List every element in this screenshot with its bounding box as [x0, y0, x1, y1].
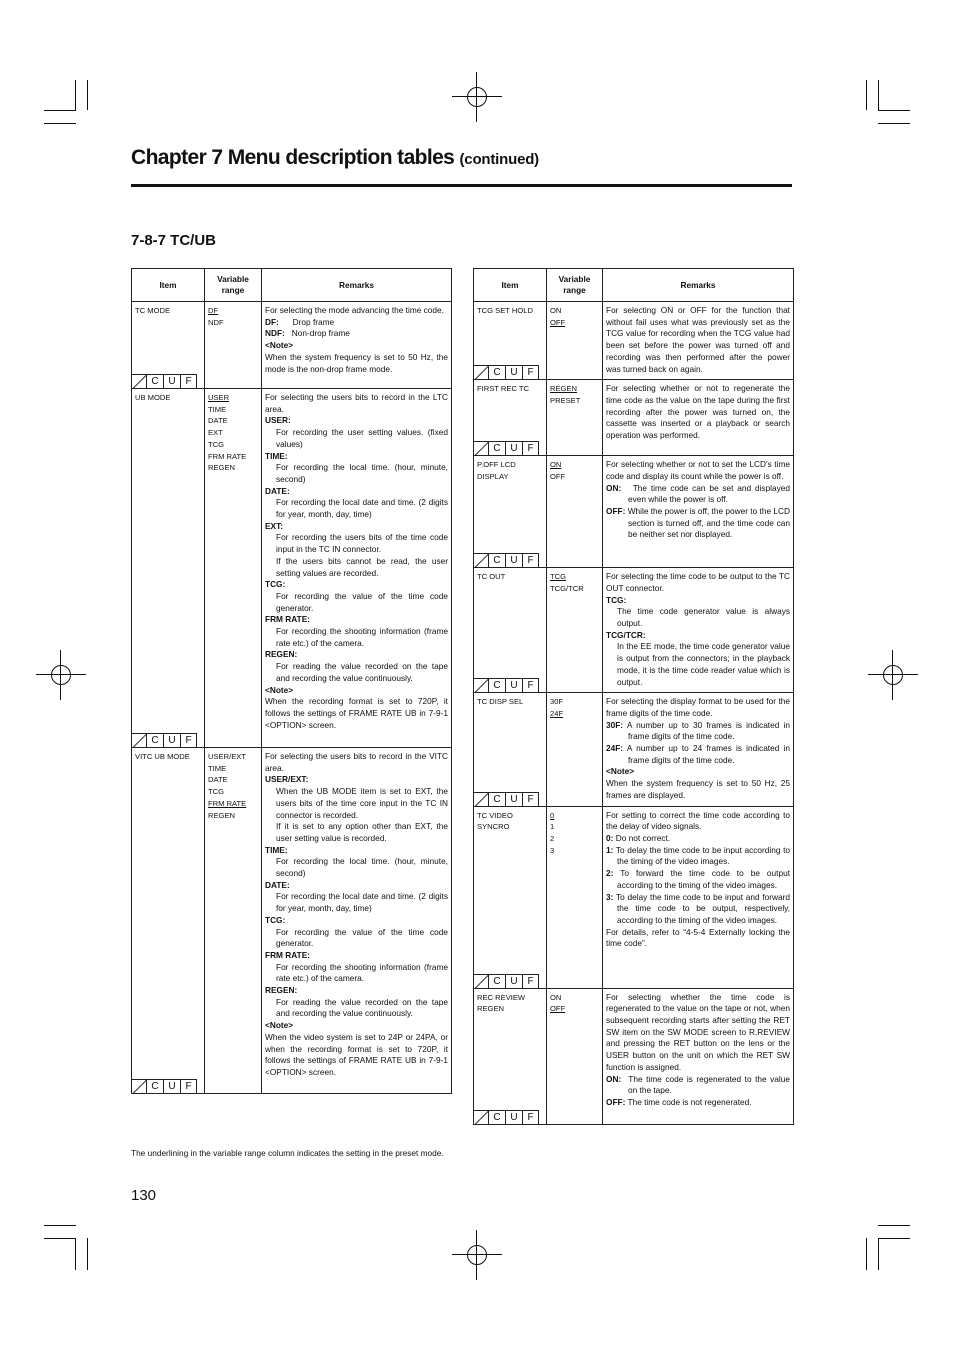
- registration-mark: [452, 72, 502, 122]
- variable-option: OFF: [550, 317, 566, 327]
- variable-option: ON: [550, 306, 562, 315]
- remarks-cell: For selecting whether or not to regenerate the time code as the value on the tape during the first recording after the power was turned on, the cassette was inserted or a playback or search operation was performed.: [603, 380, 794, 456]
- crop-mark: [866, 1238, 867, 1270]
- remarks-cell: For selecting whether or not to set the LCD's time code and display its count while the power is off. ON: The time code can be set and displayed even while the power is off. OFF: While the power is off, the power to the LCD section is turned off, and the time code can be neither set nor displayed.: [603, 456, 794, 568]
- remarks-cell: For selecting the time code to be output to the TC OUT connector. TCG: The time code generator value is always output. TCG/TCR: In the EE mode, the time code generator value is output from the connectors; in the playback mode, it is the time code reader value which is output.: [603, 568, 794, 693]
- crop-mark: [44, 123, 76, 124]
- variable-option: 3: [550, 845, 555, 855]
- variable-option: 1: [550, 822, 555, 832]
- variable-cell: [547, 693, 603, 806]
- table-row: [474, 568, 794, 693]
- cuf-indicator: C U F: [474, 678, 546, 692]
- cuf-indicator: C U F: [474, 365, 546, 379]
- variable-option: TIME: [208, 404, 227, 414]
- title-rule: [131, 184, 792, 187]
- crop-mark: [75, 1238, 76, 1270]
- variable-cell: [547, 988, 603, 1124]
- item-cell: [132, 389, 205, 748]
- variable-option: PRESET: [550, 395, 581, 405]
- crop-mark: [878, 1238, 879, 1270]
- crop-mark: [878, 1225, 910, 1226]
- variable-option: 0: [550, 810, 555, 820]
- variable-option: 24F: [550, 708, 564, 718]
- cuf-indicator: C U F: [474, 553, 546, 567]
- item-name: VITC UB MODE: [135, 752, 190, 761]
- item-header: Item: [474, 269, 547, 302]
- page-number: 130: [131, 1187, 157, 1204]
- variable-option: REGEN: [208, 810, 236, 820]
- remarks-cell: For selecting the users bits to record in the VITC area. USER/EXT: When the UB MODE item is set to EXT, the users bits of the time core input in the TC IN connector is recorded. If it is set to any option other than EXT, the user setting value is recorded. TIME: For recording the local time. (hour, minute, second) DATE: For recording the local date and time. (2 digits for year, month, day, time) TCG: For recording the value of the time code generator. FRM RATE: For recording the shooting information (frame rate etc.) of the camera. REGEN: For reading the value recorded on the tape and recording the value continuously. <Note> When the video system is set to 24P or 24PA, or when the recording format is set to 720P, it follows the settings of FRAME RATE UB in 7-9-1 <OPTION> screen.: [262, 748, 452, 1094]
- cuf-indicator: C U F: [474, 792, 546, 806]
- item-name: FIRST REC TC: [477, 384, 530, 394]
- item-name: TC OUT: [477, 572, 506, 582]
- crop-mark: [44, 1225, 76, 1226]
- item-name: TC DISP SEL: [477, 697, 524, 707]
- remarks-cell: For selecting the users bits to record in the LTC area. USER: For recording the user setting values. (fixed values) TIME: For recording the local time. (hour, minute, second) DATE: For recording the local date and time. (2 digits for year, month, day, time) EXT: For recording the users bits of the time code input in the TC IN connector. If the users bits cannot be read, the user setting values are recorded. TCG: For recording the value of the time code generator. FRM RATE: For recording the shooting information (frame rate etc.) of the camera. REGEN: For reading the value recorded on the tape and recording the value continuously. <Note> When the recording format is set to 720P, it follows the settings of FRAME RATE UB in 7-9-1 <OPTION> screen.: [262, 389, 452, 748]
- variable-cell: [547, 456, 603, 568]
- registration-mark: [36, 650, 86, 700]
- remarks-cell: For selecting the display format to be used for the frame digits of the time code. 30F: A number up to 30 frames is indicated in frame digits of the time code. 24F: A number up to 24 frames is indicated in frame digits of the time code. <Note> When the system frequency is set to 50 Hz, 25 frames are displayed.: [603, 693, 794, 806]
- variable-option: NDF: [208, 317, 224, 327]
- variable-option: OFF: [550, 1004, 566, 1014]
- variable-cell: [547, 568, 603, 693]
- chapter-title: Chapter 7 Menu description tables (continued): [131, 146, 539, 169]
- table-row: [474, 380, 794, 456]
- variable-cell: [205, 748, 262, 1094]
- item-cell: [474, 380, 547, 456]
- chapter-continued: (continued): [459, 151, 539, 168]
- registration-mark: [868, 650, 918, 700]
- item-name: UB MODE: [135, 393, 171, 402]
- remarks-cell: For setting to correct the time code according to the delay of video signals. 0: Do not correct. 1: To delay the time code to be input according to the timing of the video images. 2: To forward the time code to be output according to the timing of the video images. 3: To delay the time code to be input and forward the time code to be output, respectively, according to the timing of the video images. For details, refer to “4-5-4 Externally locking the time code”.: [603, 806, 794, 988]
- crop-mark: [866, 80, 867, 110]
- section-title: 7-8-7 TC/UB: [131, 232, 217, 249]
- variable-option: DATE: [208, 775, 228, 785]
- variable-header: Variable range: [547, 269, 603, 302]
- item-header: Item: [132, 269, 205, 302]
- crop-mark: [44, 1238, 76, 1239]
- remarks-cell: For selecting the mode advancing the time code. DF: Drop frame NDF: Non-drop frame <Note> When the system frequency is set to 50 Hz, the mode is the non-drop frame mode.: [262, 302, 452, 389]
- cuf-indicator: C U F: [132, 374, 204, 388]
- crop-mark: [87, 1238, 88, 1270]
- remarks-header: Remarks: [603, 269, 794, 302]
- left-menu-table: [131, 268, 452, 1094]
- variable-option: EXT: [208, 428, 223, 438]
- cuf-indicator: C U F: [474, 974, 546, 988]
- cuf-indicator: C U F: [474, 441, 546, 455]
- table-row: [474, 456, 794, 568]
- item-cell: [474, 568, 547, 693]
- variable-option: 2: [550, 833, 555, 843]
- variable-option: REGEN: [550, 384, 578, 394]
- variable-option: DATE: [208, 416, 228, 426]
- cuf-indicator: C U F: [474, 1110, 546, 1124]
- variable-option: ON: [550, 992, 562, 1002]
- table-row: [474, 693, 794, 806]
- item-name: TCG SET HOLD: [477, 306, 533, 315]
- variable-option: REGEN: [208, 463, 236, 473]
- table-row: [132, 302, 452, 389]
- item-cell: [474, 806, 547, 988]
- crop-mark: [878, 80, 879, 110]
- remarks-cell: For selecting whether the time code is regenerated to the value on the tape or not, when subsequent recording starts after setting the RET SW item on the SW MODE screen to R.REVIEW and pressing the RET button on the lens or the USER button on the unit on which the RET SW function is assigned. ON: The time code is regenerated to the value on the tape. OFF: The time code is not regenerated.: [603, 988, 794, 1124]
- table-row: [474, 988, 794, 1124]
- variable-option: ON: [550, 460, 562, 470]
- item-cell: [132, 748, 205, 1094]
- table-row: [132, 748, 452, 1094]
- variable-option: TCG: [208, 787, 225, 797]
- item-cell: [474, 693, 547, 806]
- right-menu-table: [473, 268, 794, 1125]
- item-name: TC MODE: [135, 306, 171, 315]
- crop-mark: [87, 80, 88, 110]
- variable-option: TCG/TCR: [550, 583, 584, 593]
- table-row: [474, 302, 794, 380]
- variable-cell: [547, 380, 603, 456]
- registration-mark: [452, 1230, 502, 1280]
- variable-option: USER/EXT: [208, 752, 246, 761]
- variable-option: 30F: [550, 697, 564, 707]
- table-row: [132, 389, 452, 748]
- cuf-indicator: C U F: [132, 733, 204, 747]
- variable-option: USER: [208, 393, 230, 402]
- remarks-cell: For selecting ON or OFF for the function that without fail uses what was previously set as the TCG value for recording when the TCG value had been set before the power was turned off and recording was then performed after the power was turned back on again.: [603, 302, 794, 380]
- table-header-row: [474, 269, 794, 302]
- item-name: TC VIDEO SYNCRO: [477, 810, 513, 832]
- variable-cell: [547, 806, 603, 988]
- variable-option: FRM RATE: [208, 451, 247, 461]
- variable-option: FRM RATE: [208, 798, 247, 808]
- variable-cell: [205, 302, 262, 389]
- item-name: REC REVIEW REGEN: [477, 992, 526, 1014]
- table-row: [474, 806, 794, 988]
- item-cell: [474, 302, 547, 380]
- item-name: P.OFF LCD DISPLAY: [477, 460, 516, 481]
- item-cell: [474, 988, 547, 1124]
- crop-mark: [75, 80, 76, 110]
- table-header-row: [132, 269, 452, 302]
- item-cell: [474, 456, 547, 568]
- crop-mark: [878, 1238, 910, 1239]
- crop-mark: [878, 110, 910, 111]
- variable-option: OFF: [550, 471, 566, 481]
- variable-option: TIME: [208, 763, 227, 773]
- variable-cell: [547, 302, 603, 380]
- variable-header: Variable range: [205, 269, 262, 302]
- crop-mark: [44, 110, 76, 111]
- cuf-indicator: C U F: [132, 1079, 204, 1093]
- crop-mark: [878, 123, 910, 124]
- variable-option: DF: [208, 306, 219, 315]
- item-cell: [132, 302, 205, 389]
- variable-option: TCG: [208, 439, 225, 449]
- variable-cell: [205, 389, 262, 748]
- variable-option: TCG: [550, 572, 567, 582]
- remarks-header: Remarks: [262, 269, 452, 302]
- footnote: The underlining in the variable range column indicates the setting in the preset mode.: [131, 1148, 444, 1158]
